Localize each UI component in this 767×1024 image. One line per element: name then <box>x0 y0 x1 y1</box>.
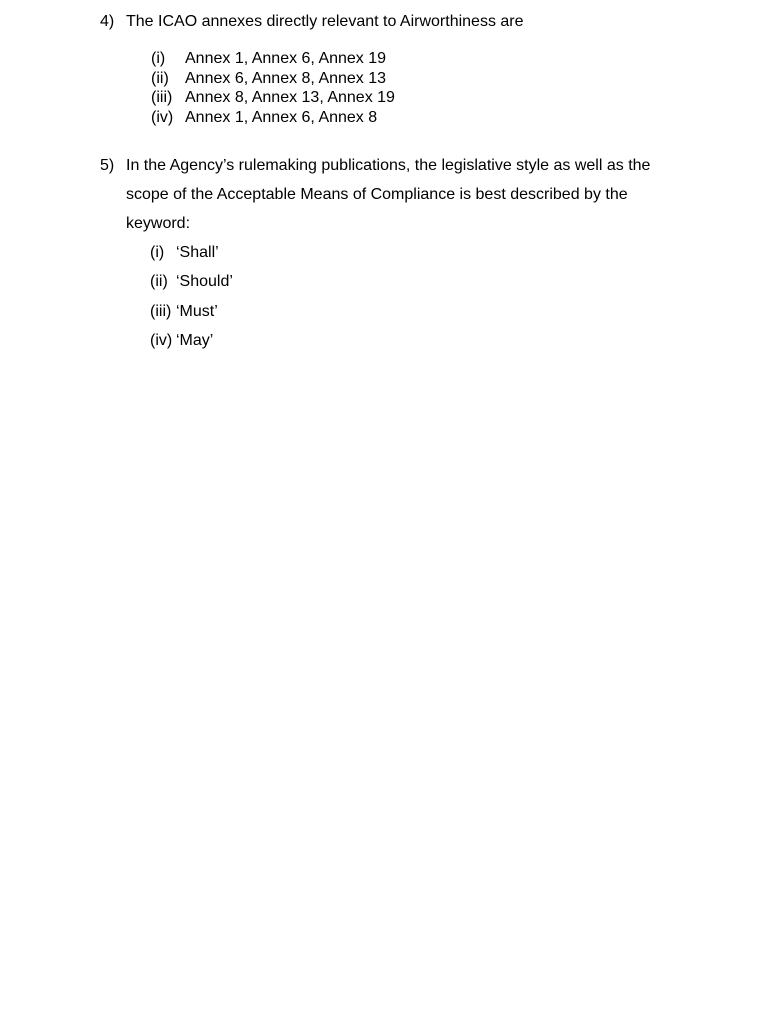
option-label: (ii) <box>150 273 168 291</box>
option-text: ‘May’ <box>176 332 214 350</box>
question-5-options <box>150 238 233 356</box>
option-label: (iii) <box>151 89 173 107</box>
option-text: ‘Should’ <box>176 273 233 291</box>
option-text: Annex 8, Annex 13, Annex 19 <box>185 89 395 107</box>
option-label: (ii) <box>151 69 169 87</box>
option-text: Annex 1, Annex 6, Annex 8 <box>185 108 378 126</box>
question-text: In the Agency’s rulemaking publications, the legislative style as well as the scope of the Acceptable Means of Compliance is best described by the keyword: <box>126 157 651 232</box>
option-text: ‘Must’ <box>176 302 218 320</box>
option-label: (i) <box>151 50 166 67</box>
option-text: Annex 1, Annex 6, Annex 19 <box>185 50 387 67</box>
option-label: (iii) <box>150 302 172 320</box>
option-item <box>151 69 395 89</box>
option-item <box>151 49 395 69</box>
question-number: 4) <box>100 13 115 30</box>
option-item <box>150 267 233 296</box>
option-label: (iv) <box>150 332 173 350</box>
option-item <box>151 108 395 128</box>
question-number: 5) <box>100 157 115 174</box>
option-item <box>150 297 233 326</box>
option-text: Annex 6, Annex 8, Annex 13 <box>185 69 387 87</box>
option-item <box>150 326 233 355</box>
option-label: (i) <box>150 244 165 261</box>
option-item <box>151 88 395 108</box>
question-text: The ICAO annexes directly relevant to Airworthiness are <box>126 13 524 30</box>
option-label: (iv) <box>151 108 174 126</box>
option-item <box>150 238 233 267</box>
option-text: ‘Shall’ <box>176 244 219 261</box>
question-4-options <box>151 49 395 127</box>
